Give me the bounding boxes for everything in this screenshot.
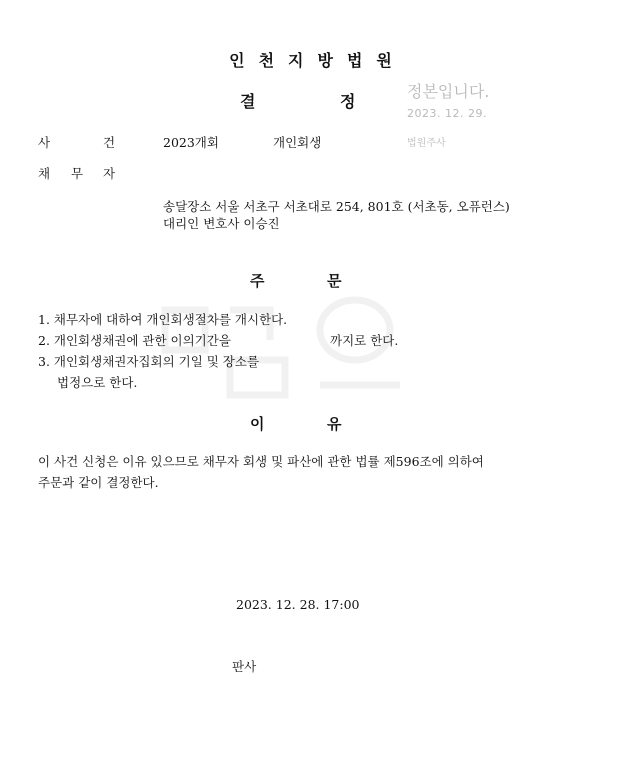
order-item-1: 1. 채무자에 대하여 개인회생절차를 개시한다. xyxy=(38,312,288,327)
case-label-char-2: 건 xyxy=(103,135,116,150)
certified-copy-stamp: 정본입니다. xyxy=(407,82,490,101)
reason-line-2: 주문과 같이 결정한다. xyxy=(38,475,159,490)
order-heading-left: 주 xyxy=(250,272,265,290)
document-type-left: 결 xyxy=(240,92,256,111)
order-item-2-end: 까지로 한다. xyxy=(330,333,399,348)
decision-datetime: 2023. 12. 28. 17:00 xyxy=(236,597,360,612)
judge-label: 판사 xyxy=(232,659,257,674)
debtor-label-char-2: 무 xyxy=(71,166,84,181)
case-number: 2023개회 xyxy=(163,135,219,150)
stamp-official: 법원주사 xyxy=(407,138,446,149)
reason-heading-right: 유 xyxy=(327,415,342,433)
case-name: 개인회생 xyxy=(273,135,322,150)
order-heading-right: 문 xyxy=(327,272,342,290)
order-item-3-start: 3. 개인회생채권자집회의 기일 및 장소를 xyxy=(38,354,260,369)
order-item-2-start: 2. 개인회생채권에 관한 이의기간을 xyxy=(38,333,231,348)
debtor-label-char-3: 자 xyxy=(103,166,116,181)
background-watermark xyxy=(150,290,430,410)
reason-line-1: 이 사건 신청은 이유 있으므로 채무자 회생 및 파산에 관한 법률 제596조에 의하여 xyxy=(38,454,484,469)
document-type-right: 정 xyxy=(340,92,356,111)
debtor-label-char-1: 채 xyxy=(38,166,51,181)
case-label-char-1: 사 xyxy=(38,135,51,150)
court-name: 인천지방법원 xyxy=(229,51,406,70)
stamp-date: 2023. 12. 29. xyxy=(407,107,487,120)
service-address: 송달장소 서울 서초구 서초대로 254, 801호 (서초동, 오퓨런스) xyxy=(163,199,510,214)
reason-heading-left: 이 xyxy=(250,415,265,433)
order-item-3-end: 법정으로 한다. xyxy=(57,375,138,390)
legal-agent: 대리인 변호사 이승진 xyxy=(163,216,280,231)
